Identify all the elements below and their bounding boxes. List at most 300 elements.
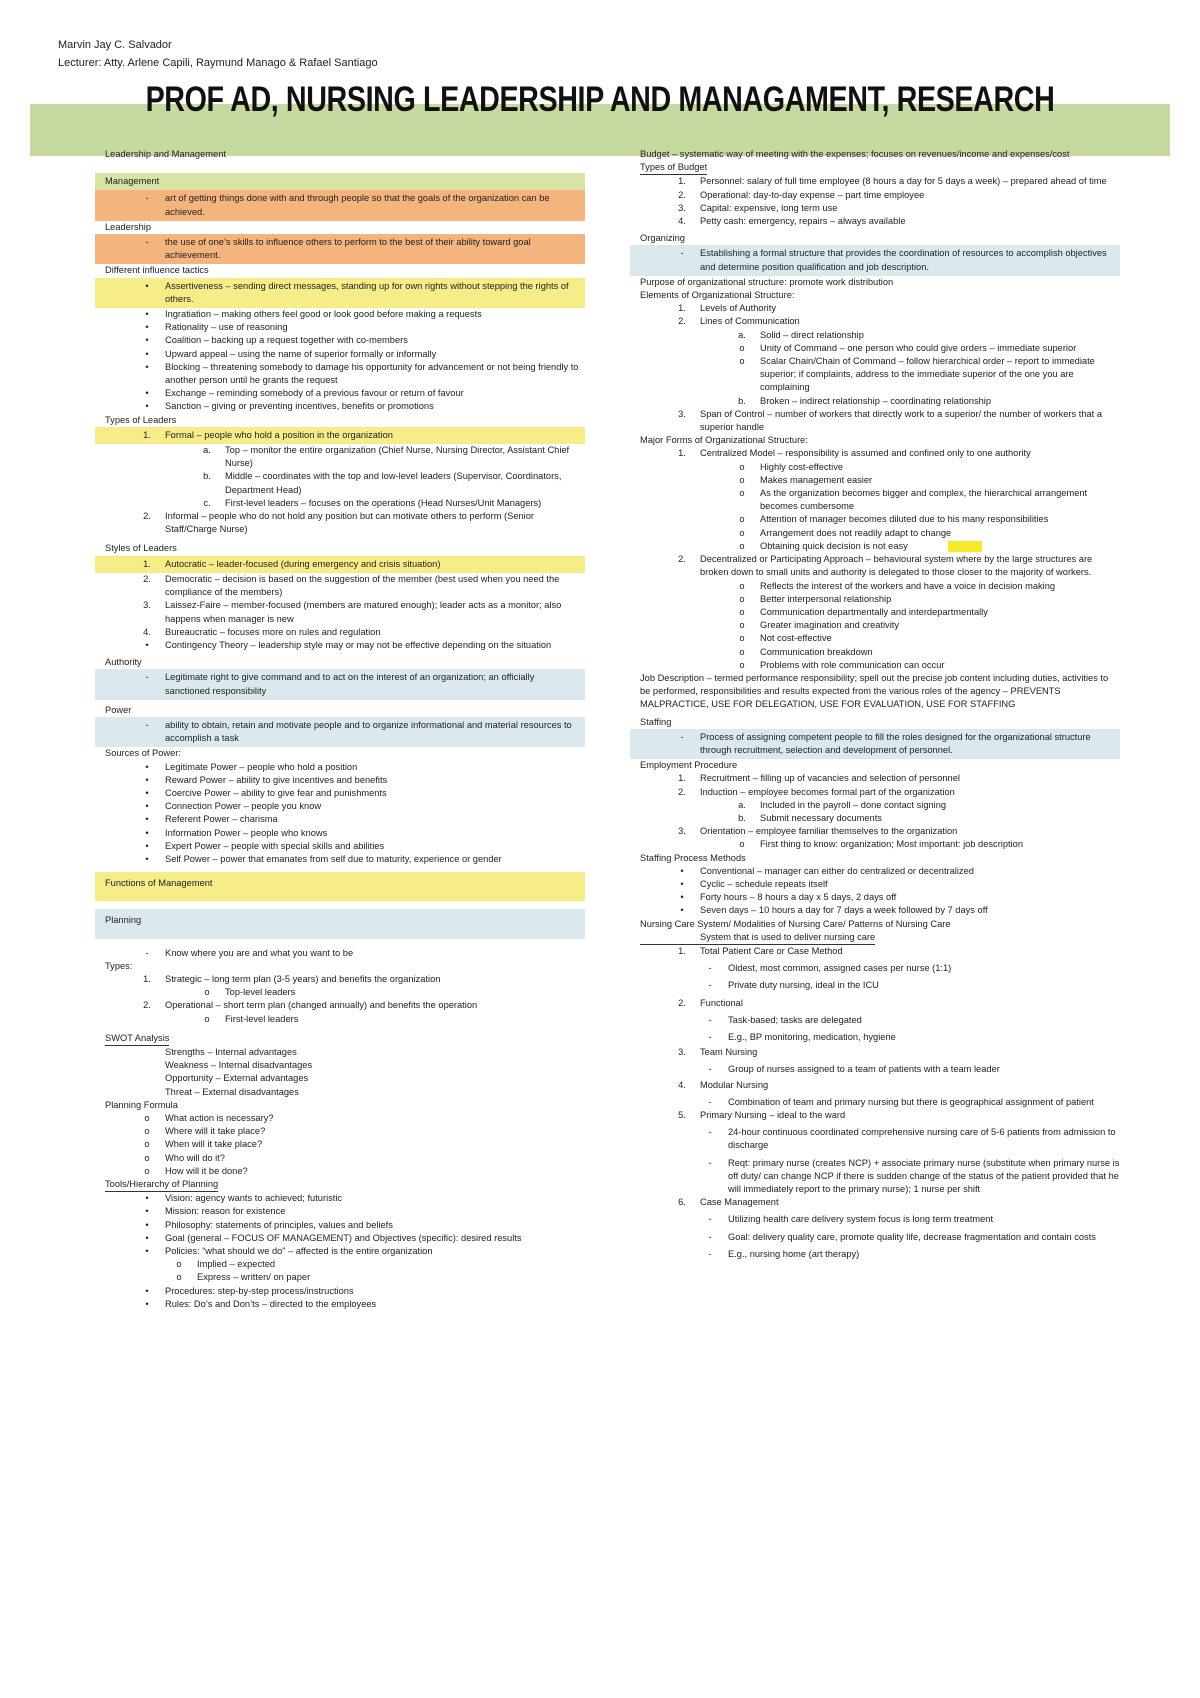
- right-line: [640, 540, 1120, 553]
- list-marker: -: [708, 1157, 712, 1168]
- line-text: Vision: agency wants to achieved; futuristic: [165, 1193, 343, 1204]
- left-line: [105, 497, 585, 510]
- line-text: Middle – coordinates with the top and low-level leaders (Supervisor, Coordinators, Department Head): [225, 471, 562, 495]
- line-text: Operational – short term plan (changed annually) and benefits the operation: [165, 1000, 478, 1011]
- left-line: [95, 427, 585, 444]
- line-text: Obtaining quick decision is not easy: [760, 540, 908, 551]
- right-line: [640, 315, 1120, 328]
- line-text: Styles of Leaders: [105, 543, 177, 554]
- line-text: Communication breakdown: [760, 646, 873, 657]
- list-marker: o: [739, 474, 745, 485]
- right-line: [640, 1126, 1120, 1152]
- right-line: [640, 838, 1120, 851]
- line-text: Reqt: primary nurse (creates NCP) + associate primary nurse (substitute when primary nurse is off duty/ can change NCP if there is sudden change of the status of the patient provided that he will immediately report to the primary nurse); 1 nurse per shift: [728, 1157, 1120, 1195]
- left-line: [105, 1072, 585, 1085]
- list-marker: 1.: [678, 303, 686, 314]
- line-text: Communication departmentally and interdepartmentally: [760, 606, 988, 617]
- line-text: Employment Procedure: [640, 760, 738, 771]
- left-line: [105, 1099, 585, 1112]
- left-line: [105, 1165, 585, 1178]
- list-marker: -: [708, 1096, 712, 1107]
- line-text: Major Forms of Organizational Structure:: [640, 435, 808, 446]
- left-line: [105, 1152, 585, 1165]
- line-text: Modular Nursing: [700, 1079, 769, 1090]
- line-text: Autocratic – leader-focused (during emergency and crisis situation): [165, 558, 441, 569]
- list-marker: 2.: [143, 511, 151, 522]
- list-marker: 2.: [678, 189, 686, 200]
- right-line: [640, 342, 1120, 355]
- list-marker: •: [145, 1298, 149, 1309]
- right-line: [640, 962, 1120, 975]
- line-text: Coercive Power – ability to give fear and punishments: [165, 787, 387, 798]
- left-line: [105, 334, 585, 347]
- line-text: Policies: “what should we do” – affected is the entire organization: [165, 1246, 433, 1257]
- line-text: Recruitment – filling up of vacancies and selection of personnel: [700, 773, 960, 784]
- list-marker: •: [145, 814, 149, 825]
- line-text: Rationality – use of reasoning: [165, 322, 288, 333]
- list-marker: o: [176, 1272, 182, 1283]
- left-line: [105, 348, 585, 361]
- line-text: How will it be done?: [165, 1165, 248, 1176]
- right-line: [640, 904, 1120, 917]
- left-line: [105, 148, 585, 161]
- line-text: Know where you are and what you want to be: [165, 947, 354, 958]
- line-text: Forty hours – 8 hours a day x 5 days, 2 days off: [700, 892, 897, 903]
- right-line: [640, 812, 1120, 825]
- right-line: [630, 245, 1120, 275]
- line-text: Operational: day-to-day expense – part time employee: [700, 189, 925, 200]
- line-text: Weakness – Internal disadvantages: [165, 1060, 313, 1071]
- line-text: Management: [105, 176, 160, 187]
- list-marker: •: [680, 865, 684, 876]
- left-line: [105, 387, 585, 400]
- right-line: [640, 355, 1120, 395]
- right-line: [640, 513, 1120, 526]
- right-line: [640, 632, 1120, 645]
- right-line: [640, 474, 1120, 487]
- right-line: [640, 202, 1120, 215]
- list-marker: 3.: [678, 202, 686, 213]
- list-marker: 4.: [678, 1079, 686, 1090]
- list-marker: •: [145, 335, 149, 346]
- line-text: Unity of Command – one person who could give orders – immediate superior: [760, 342, 1077, 353]
- line-text: Power: [105, 704, 132, 715]
- left-line: [105, 1298, 585, 1311]
- right-line: [640, 891, 1120, 904]
- right-line: [640, 487, 1120, 513]
- line-text: Opportunity – External advantages: [165, 1073, 309, 1084]
- right-line: [640, 825, 1120, 838]
- line-text: Contingency Theory – leadership style may or may not be effective depending on the situation: [165, 639, 552, 650]
- list-marker: -: [145, 193, 149, 204]
- list-marker: b.: [738, 812, 746, 823]
- right-line: [640, 772, 1120, 785]
- line-text: Types of Leaders: [105, 414, 177, 425]
- line-text: Formal – people who hold a position in the organization: [165, 429, 393, 440]
- line-text: E.g., BP monitoring, medication, hygiene: [728, 1032, 896, 1042]
- line-text: Highly cost-effective: [760, 461, 844, 472]
- left-line: [105, 1178, 585, 1192]
- list-marker: -: [680, 731, 684, 742]
- list-marker: o: [739, 342, 745, 353]
- list-marker: •: [145, 401, 149, 412]
- line-text: Broken – indirect relationship – coordinating relationship: [760, 395, 992, 406]
- right-line: [640, 276, 1120, 289]
- line-text: Petty cash: emergency, repairs – always available: [700, 216, 906, 227]
- list-marker: -: [708, 1014, 712, 1025]
- line-text: Coalition – backing up a request together with co-members: [165, 335, 408, 346]
- list-marker: -: [708, 1127, 712, 1138]
- list-marker: 1.: [143, 558, 151, 569]
- line-text: Different influence tactics: [105, 265, 209, 276]
- line-text: Oldest, most common, assigned cases per nurse (1:1): [728, 963, 952, 974]
- list-marker: o: [739, 540, 745, 551]
- list-marker: •: [145, 774, 149, 785]
- list-marker: -: [708, 1231, 712, 1242]
- line-text: Democratic – decision is based on the suggestion of the member (best used when you need the compliance of the members): [165, 573, 560, 598]
- left-line: [105, 400, 585, 413]
- left-line: [105, 414, 585, 427]
- right-column: [640, 148, 1120, 1261]
- right-line: [640, 148, 1120, 161]
- list-marker: o: [176, 1259, 182, 1270]
- list-marker: o: [204, 987, 210, 998]
- list-marker: •: [145, 840, 149, 851]
- line-text: Where will it take place?: [165, 1126, 266, 1137]
- right-line: [640, 716, 1120, 729]
- line-text: Upward appeal – using the name of superior formally or informally: [165, 348, 437, 359]
- left-line: [105, 853, 585, 866]
- line-text: Group of nurses assigned to a team of patients with a team leader: [728, 1064, 1000, 1075]
- left-line: [105, 573, 585, 599]
- list-marker: •: [145, 322, 149, 333]
- list-marker: o: [204, 1013, 210, 1024]
- left-line: [95, 717, 585, 747]
- left-line: [105, 470, 585, 496]
- line-text: Legitimate Power – people who hold a position: [165, 761, 358, 772]
- list-marker: o: [739, 488, 745, 499]
- left-line: [95, 669, 585, 699]
- line-text: Ingratiation – making others feel good or look good before making a requests: [165, 309, 482, 320]
- line-text: First-level leaders: [225, 1013, 299, 1024]
- left-line: [105, 444, 585, 470]
- right-line: [640, 395, 1120, 408]
- line-text: What action is necessary?: [165, 1113, 274, 1123]
- line-text: art of getting things done with and through people so that the goals of the organization can be achieved.: [165, 193, 550, 217]
- left-line: [105, 747, 585, 760]
- right-line: [640, 1014, 1120, 1027]
- list-marker: a.: [738, 799, 746, 810]
- line-text: Decentralized or Participating Approach – behavioural system where by the large structures are broken down to small units and authority is delegated to those closer to the majority of workers.: [700, 554, 1093, 578]
- line-text: Seven days – 10 hours a day for 7 days a week followed by 7 days off: [700, 905, 988, 916]
- list-marker: 1.: [143, 973, 151, 984]
- line-text: Primary Nursing – ideal to the ward: [700, 1110, 846, 1121]
- list-marker: 1.: [143, 429, 151, 440]
- list-marker: 2.: [143, 573, 151, 584]
- line-text: Cyclic – schedule repeats itself: [700, 878, 828, 889]
- line-text: Team Nursing: [700, 1047, 758, 1058]
- list-marker: -: [708, 1214, 712, 1225]
- list-marker: 3.: [678, 1047, 686, 1058]
- line-text: Solid – direct relationship: [760, 329, 864, 340]
- line-text: Implied – expected: [197, 1259, 276, 1270]
- line-text: Lines of Communication: [700, 316, 800, 327]
- page-title: PROF AD, NURSING LEADERSHIP AND MANAGAMENT, RESEARCH: [145, 80, 1055, 119]
- left-line: [105, 840, 585, 853]
- list-marker: c.: [203, 497, 211, 508]
- right-line: [640, 527, 1120, 540]
- list-marker: •: [145, 639, 149, 650]
- line-text: Threat – External disadvantages: [165, 1086, 299, 1097]
- left-line: [105, 639, 585, 652]
- line-text: As the organization becomes bigger and complex, the hierarchical arrangement becomes cumbersome: [760, 488, 1088, 512]
- list-marker: -: [708, 1032, 712, 1042]
- list-marker: •: [145, 853, 149, 864]
- list-marker: •: [145, 1232, 149, 1243]
- line-text: Exchange – reminding somebody of a previous favour or return of favour: [165, 388, 464, 399]
- right-line: [640, 606, 1120, 619]
- line-text: Expert Power – people with special skills and abilities: [165, 840, 385, 851]
- list-marker: -: [708, 980, 712, 991]
- line-text: Types of Budget: [640, 161, 707, 175]
- line-text: SWOT Analysis: [105, 1032, 169, 1046]
- right-line: [640, 979, 1120, 992]
- left-line: [95, 278, 585, 308]
- line-text: Organizing: [640, 233, 685, 244]
- left-line: [105, 599, 585, 625]
- line-text: Purpose of organizational structure: promote work distribution: [640, 276, 894, 287]
- list-marker: 1.: [678, 176, 686, 187]
- right-line: [640, 1063, 1120, 1076]
- right-line: [640, 1231, 1120, 1244]
- left-line: [105, 221, 585, 234]
- right-line: [640, 852, 1120, 865]
- list-marker: 2.: [678, 316, 686, 327]
- line-text: Greater imagination and creativity: [760, 620, 900, 631]
- list-marker: •: [145, 309, 149, 320]
- list-marker: -: [680, 248, 684, 259]
- line-text: Blocking – threatening somebody to damage his opportunity for advancement or not being friendly to another person until he grants the request: [165, 361, 579, 386]
- right-line: [640, 878, 1120, 891]
- right-line: [640, 646, 1120, 659]
- list-marker: •: [145, 1193, 149, 1204]
- list-marker: •: [145, 388, 149, 399]
- right-line: [640, 329, 1120, 342]
- list-marker: •: [680, 878, 684, 889]
- left-line: [105, 510, 585, 536]
- list-marker: -: [708, 963, 712, 974]
- list-marker: •: [145, 1206, 149, 1217]
- list-marker: a.: [203, 445, 211, 456]
- line-text: Induction – employee becomes formal part of the organization: [700, 786, 955, 797]
- right-line: [640, 161, 1120, 175]
- line-text: Tools/Hierarchy of Planning: [105, 1178, 218, 1192]
- list-marker: 4.: [678, 216, 686, 227]
- left-line: [95, 556, 585, 573]
- left-line: [105, 800, 585, 813]
- list-marker: -: [708, 1064, 712, 1075]
- left-line: [105, 1285, 585, 1298]
- left-line: [95, 173, 585, 190]
- list-marker: •: [145, 361, 149, 372]
- left-line: [105, 787, 585, 800]
- left-line: [105, 1125, 585, 1138]
- line-text: Goal (general – FOCUS OF MANAGEMENT) and Objectives (specific): desired results: [165, 1232, 522, 1243]
- line-text: Combination of team and primary nursing but there is geographical assignment of patient: [728, 1096, 1094, 1107]
- line-text: Types:: [105, 960, 133, 971]
- line-text: Sanction – giving or preventing incentives, benefits or promotions: [165, 401, 434, 412]
- line-text: Self Power – power that emanates from self due to maturity, experience or gender: [165, 853, 502, 864]
- line-text: Private duty nursing, ideal in the ICU: [728, 980, 879, 991]
- line-text: Express – written/ on paper: [197, 1272, 311, 1283]
- list-marker: •: [145, 787, 149, 798]
- line-text: Scalar Chain/Chain of Command – follow hierarchical order – report to immediate superior; if complaints, address to the immediate superior of the one you are complaining: [760, 356, 1095, 393]
- line-text: 24-hour continuous coordinated comprehensive nursing care of 5-6 patients from admission to discharge: [728, 1127, 1116, 1151]
- line-text: Top-level leaders: [225, 987, 296, 998]
- line-text: Functional: [700, 997, 743, 1008]
- left-line: [105, 1205, 585, 1218]
- left-line: [105, 761, 585, 774]
- left-line: [105, 1059, 585, 1072]
- line-text: Total Patient Care or Case Method: [700, 945, 843, 956]
- left-line: [105, 1112, 585, 1125]
- left-column: [105, 148, 585, 1311]
- right-line: [640, 232, 1120, 245]
- list-marker: -: [145, 672, 149, 683]
- right-line: [640, 408, 1120, 434]
- line-text: Submit necessary documents: [760, 812, 882, 823]
- right-line: [640, 759, 1120, 772]
- author-name: Marvin Jay C. Salvador: [58, 39, 172, 51]
- left-line: [105, 1271, 585, 1284]
- right-line: [640, 865, 1120, 878]
- list-marker: •: [145, 1285, 149, 1296]
- left-line: [105, 947, 585, 960]
- left-line: [95, 872, 585, 901]
- list-marker: -: [145, 237, 149, 248]
- list-marker: o: [144, 1165, 150, 1176]
- left-line: [105, 1013, 585, 1026]
- list-marker: o: [739, 839, 745, 850]
- line-text: Mission: reason for existence: [165, 1206, 286, 1217]
- line-text: Makes management easier: [760, 474, 873, 485]
- highlight-mark: [948, 541, 982, 552]
- line-text: Utilizing health care delivery system focus is long term treatment: [728, 1214, 994, 1225]
- line-text: Reward Power – ability to give incentives and benefits: [165, 774, 388, 785]
- line-text: Better interpersonal relationship: [760, 593, 892, 604]
- line-text: Job Description – termed performance responsibility; spell out the precise job content including duties, activities to be performed, responsibilities and results expected from the various roles of the agency – PREVENTS MALPRACTICE, USE FOR DELEGATION, USE FOR EVALUATION, USE FOR STAFFING: [640, 672, 1109, 710]
- right-line: [640, 1046, 1120, 1059]
- left-line: [105, 361, 585, 387]
- line-text: Leadership: [105, 221, 152, 232]
- left-line: [105, 1192, 585, 1205]
- left-line: [105, 542, 585, 555]
- list-marker: •: [145, 827, 149, 838]
- list-marker: 2.: [678, 786, 686, 797]
- left-line: [105, 986, 585, 999]
- line-text: Budget – systematic way of meeting with the expenses; focuses on revenues/income and expenses/cost: [640, 149, 1070, 159]
- line-text: Functions of Management: [105, 878, 213, 889]
- right-line: [640, 189, 1120, 202]
- line-text: Elements of Organizational Structure:: [640, 290, 795, 301]
- line-text: E.g., nursing home (art therapy): [728, 1248, 860, 1259]
- right-line: [640, 302, 1120, 315]
- right-line: [640, 1196, 1120, 1209]
- right-line: [640, 215, 1120, 228]
- list-marker: o: [739, 356, 745, 367]
- line-text: Strategic – long term plan (3-5 years) and benefits the organization: [165, 973, 441, 984]
- line-text: Span of Control – number of workers that directly work to a superior/ the number of workers that a superior handle: [700, 408, 1103, 433]
- line-text: Who will do it?: [165, 1152, 225, 1163]
- list-marker: o: [739, 620, 745, 631]
- left-line: [105, 1046, 585, 1059]
- line-text: Conventional – manager can either do centralized or decentralized: [700, 865, 974, 876]
- line-text: Planning: [105, 915, 142, 926]
- list-marker: 6.: [678, 1197, 686, 1208]
- list-marker: •: [145, 801, 149, 812]
- list-marker: •: [145, 348, 149, 359]
- left-line: [105, 1258, 585, 1271]
- list-marker: o: [739, 527, 745, 538]
- right-line: [640, 997, 1120, 1010]
- line-text: Attention of manager becomes diluted due to his many responsibilities: [760, 514, 1049, 525]
- list-marker: 3.: [143, 600, 151, 611]
- right-line: [640, 1079, 1120, 1092]
- line-text: Levels of Authority: [700, 303, 776, 314]
- line-text: First-level leaders – focuses on the operations (Head Nurses/Unit Managers): [225, 497, 542, 508]
- line-text: Legitimate right to give command and to act on the interest of an organization; an officially sanctioned responsibility: [165, 672, 535, 696]
- line-text: When will it take place?: [165, 1139, 263, 1150]
- list-marker: o: [739, 580, 745, 591]
- list-marker: -: [708, 1248, 712, 1259]
- list-marker: 1.: [678, 945, 686, 956]
- right-line: [640, 945, 1120, 958]
- right-line: [640, 918, 1120, 931]
- list-marker: •: [680, 905, 684, 916]
- right-line: [630, 729, 1120, 759]
- left-line: [105, 813, 585, 826]
- list-marker: •: [145, 280, 149, 291]
- line-text: Staffing: [640, 716, 672, 727]
- list-marker: 2.: [678, 997, 686, 1008]
- list-marker: o: [739, 593, 745, 604]
- line-text: Assertiveness – sending direct messages, standing up for own rights without stepping the rights of others.: [165, 280, 569, 304]
- right-line: [640, 799, 1120, 812]
- list-marker: •: [145, 1219, 149, 1230]
- line-text: Connection Power – people you know: [165, 801, 322, 812]
- line-text: the use of one’s skills to influence others to perform to the best of their ability toward goal achievement.: [165, 237, 531, 261]
- list-marker: o: [144, 1152, 150, 1163]
- right-line: [640, 580, 1120, 593]
- left-line: [105, 1219, 585, 1232]
- list-marker: o: [739, 606, 745, 617]
- right-line: [640, 1031, 1120, 1044]
- list-marker: o: [739, 646, 745, 657]
- list-marker: 4.: [143, 626, 151, 637]
- list-marker: o: [739, 659, 745, 670]
- list-marker: •: [680, 892, 684, 903]
- left-line: [105, 1232, 585, 1245]
- left-line: [105, 1086, 585, 1099]
- left-line: [105, 960, 585, 973]
- list-marker: -: [145, 719, 149, 730]
- line-text: Task-based; tasks are delegated: [728, 1014, 862, 1025]
- line-text: Included in the payroll – done contact signing: [760, 799, 947, 810]
- list-marker: b.: [203, 471, 211, 482]
- line-text: Not cost-effective: [760, 633, 832, 644]
- list-marker: •: [145, 1246, 149, 1257]
- left-line: [105, 626, 585, 639]
